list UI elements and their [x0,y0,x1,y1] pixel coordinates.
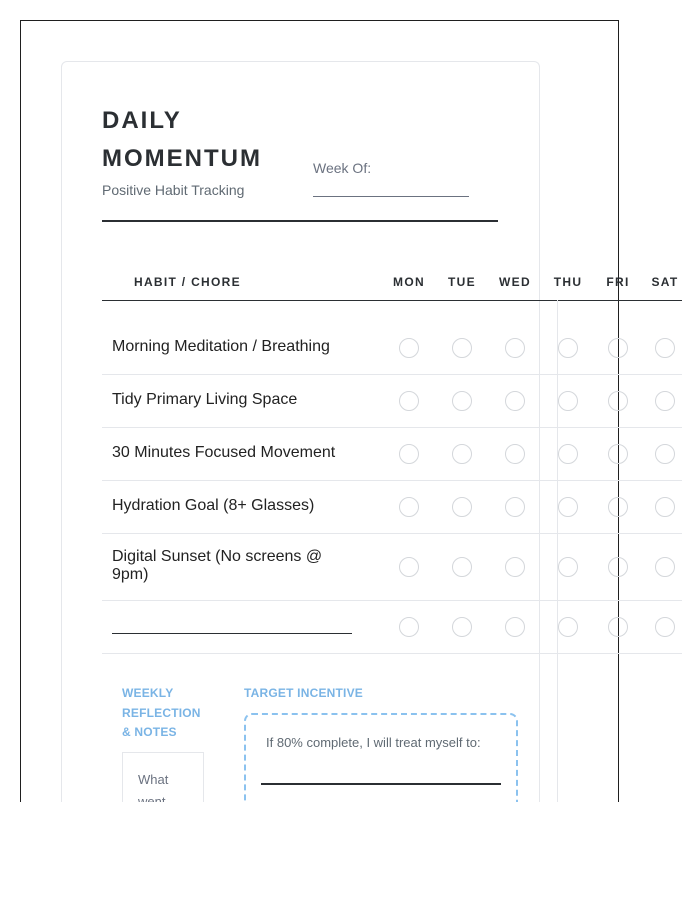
checkbox-thu[interactable] [558,497,578,517]
checkbox-tue[interactable] [452,391,472,411]
checkbox-fri[interactable] [608,391,628,411]
checkbox-fri[interactable] [608,617,628,637]
incentive-reward-field[interactable] [261,783,501,785]
habit-label: Digital Sunset (No screens @ 9pm) [112,548,323,583]
custom-habit-field[interactable] [112,633,352,634]
habit-column-header: HABIT / CHORE [134,275,241,289]
habit-row [102,374,682,428]
habit-label: Tidy Primary Living Space [112,391,298,408]
habit-row [102,321,682,375]
incentive-box [244,713,518,813]
checkbox-tue[interactable] [452,557,472,577]
checkbox-mon[interactable] [399,391,419,411]
habit-row [102,533,682,601]
checkbox-tue[interactable] [452,497,472,517]
checkbox-sat[interactable] [655,497,675,517]
checkbox-fri[interactable] [608,557,628,577]
checkbox-mon[interactable] [399,444,419,464]
title-divider [102,220,498,222]
day-header-tue: TUE [448,275,476,289]
habit-row [102,600,682,654]
habit-row [102,480,682,534]
habit-label: Morning Meditation / Breathing [112,338,330,355]
checkbox-wed[interactable] [505,444,525,464]
day-header-sat: SAT [651,275,679,289]
checkbox-thu[interactable] [558,444,578,464]
week-of-field[interactable] [313,196,469,197]
checkbox-thu[interactable] [558,338,578,358]
checkbox-sat[interactable] [655,617,675,637]
checkbox-sat[interactable] [655,391,675,411]
card-edge [557,300,558,802]
checkbox-mon[interactable] [399,497,419,517]
checkbox-wed[interactable] [505,497,525,517]
week-of-label: Week Of: [313,160,372,176]
incentive-text: If 80% complete, I will treat myself to: [266,735,481,750]
checkbox-wed[interactable] [505,557,525,577]
checkbox-wed[interactable] [505,391,525,411]
checkbox-fri[interactable] [608,497,628,517]
habit-label: Hydration Goal (8+ Glasses) [112,497,315,514]
checkbox-wed[interactable] [505,338,525,358]
incentive-label: TARGET INCENTIVE [244,686,363,700]
checkbox-sat[interactable] [655,444,675,464]
checkbox-tue[interactable] [452,617,472,637]
habit-row [102,427,682,481]
checkbox-sat[interactable] [655,557,675,577]
day-header-thu: THU [553,275,583,289]
checkbox-thu[interactable] [558,391,578,411]
checkbox-wed[interactable] [505,617,525,637]
header-divider [102,300,682,301]
checkbox-mon[interactable] [399,338,419,358]
day-header-wed: WED [499,275,531,289]
checkbox-fri[interactable] [608,338,628,358]
checkbox-thu[interactable] [558,557,578,577]
reflection-label: WEEKLY REFLECTION & NOTES [122,686,201,739]
checkbox-mon[interactable] [399,557,419,577]
day-header-fri: FRI [606,275,630,289]
habit-label: 30 Minutes Focused Movement [112,444,336,461]
page-title: DAILY MOMENTUM [102,107,262,172]
checkbox-fri[interactable] [608,444,628,464]
checkbox-tue[interactable] [452,444,472,464]
checkbox-tue[interactable] [452,338,472,358]
page-subtitle: Positive Habit Tracking [102,182,245,198]
checkbox-mon[interactable] [399,617,419,637]
page-cutoff [0,802,700,900]
checkbox-sat[interactable] [655,338,675,358]
checkbox-thu[interactable] [558,617,578,637]
reflection-placeholder: What [138,772,169,787]
day-header-mon: MON [393,275,425,289]
